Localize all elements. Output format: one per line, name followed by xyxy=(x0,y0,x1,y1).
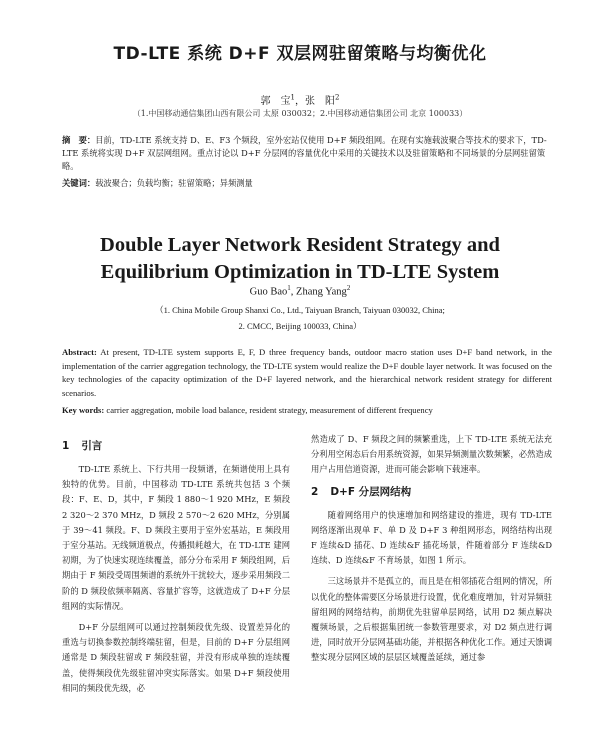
section-2-number: 2 xyxy=(311,485,319,498)
en-title-line-2: Equilibrium Optimization in TD-LTE System xyxy=(100,261,500,283)
english-authors xyxy=(0,284,600,298)
en-affil-line-2: 2. CMCC, Beijing 100033, China） xyxy=(238,321,362,331)
cn-keywords-text: 载波聚合；负载均衡；驻留策略；异频测量 xyxy=(95,178,253,188)
en-author-2-sup: 2 xyxy=(346,284,351,292)
section-1-title: 引言 xyxy=(81,440,103,452)
section-1-paragraph-1: TD-LTE 系统上、下行共用一段频谱，在频谱使用上具有独特的优势。目前，中国移动 TD-LTE 系统共包括 3 个频段：F、E、D，其中，F 频段 1 880～1 920 MHz，E 频段 2 320～2 370 MHz，D 频段 2 570～2 620 MHz，分别属于 39～41 频段。F、D 频段主要用于室外宏基站，E 频段用于室分基站。无线频道极点，传播损耗越大，在 TD-LTE 建网初期，为了快速实现连续覆盖，部分分布采用 F 频段组网，后期由于 F 频段受周围频谱的系统外干扰较大，逐步采用频段二阶的 D 频段依频率隔离、容量扩容等，这就造成了 D+F 分层组网的实际情况。 xyxy=(62,464,290,611)
section-1-heading xyxy=(62,438,290,454)
en-author-1-sup: 1 xyxy=(287,284,291,292)
section-2-paragraph-2: 三这场景并不是孤立的，而且是在相邻插花合组网的情况，所以优化的整体需要区分场景进行设置，优化难度增加，针对异频驻留组网的网络结构，前期优先驻留单层网络，试用 D2 频点解决覆频场景，之后根据集团统一参数管理要求，对 D2 频点进行调进，同时放开分层网基础功能，并根据各种优化工作。通过天馈调整实现分层网区域的层层区域覆盖延续，通过参 xyxy=(311,576,552,663)
en-keywords-text: carrier aggregation, mobile load balance, resident strategy, measurement of different frequency xyxy=(106,405,433,415)
cn-author-1-sup: 1 xyxy=(290,93,295,102)
section-2-heading xyxy=(311,484,552,500)
en-author-2: Zhang Yang xyxy=(296,286,347,298)
en-affil-line-1: （1. China Mobile Group Shanxi Co., Ltd., Taiyuan Branch, Taiyuan 030032, China; xyxy=(155,305,445,315)
body-column-right xyxy=(311,432,552,666)
english-affiliation xyxy=(0,302,600,334)
cn-author-separator: ， xyxy=(295,96,305,107)
en-author-1: Guo Bao xyxy=(249,286,288,298)
chinese-abstract xyxy=(62,134,552,173)
body-column-left xyxy=(62,432,290,696)
en-abstract-label: Abstract: xyxy=(62,347,97,357)
en-abstract-text: At present, TD-LTE system supports E, F, D three frequency bands, outdoor macro station uses D+F band network, in the implementation of the carrier aggregation technology, the TD-LTE system would realize the D+F double layer network. It was focused on the key technologies of the capacity optimization of the D+F layered network, and the hierarchical network resident strategy for different scenarios. xyxy=(62,347,552,398)
english-keywords xyxy=(62,404,552,417)
cn-keywords-label: 关键词： xyxy=(62,178,96,188)
section-2-title: D+F 分层网结构 xyxy=(330,485,412,498)
english-title xyxy=(0,232,600,286)
chinese-affiliation: （1.中国移动通信集团山西有限公司 太原 030032；2.中国移动通信集团公司 北京 100033） xyxy=(132,109,468,118)
chinese-title: TD-LTE 系统 D+F 双层网驻留策略与均衡优化 xyxy=(113,44,487,64)
en-author-separator: , xyxy=(290,286,297,298)
chinese-authors xyxy=(0,92,600,107)
cn-author-1: 郭 宝 xyxy=(260,96,291,107)
cn-abstract-text: 目前，TD-LTE 系统支持 D、E、F3 个频段，室外宏站仅使用 D+F 频段组网。在现有实施载波聚合等技术的要求下，TD-LTE 系统将实现 D+F 双层网组网。重点讨论以 D+F 分层网的容量优化中采用的关键技术以及驻留策略和不同场景的分层网驻留策略。 xyxy=(62,135,547,171)
section-1-number: 1 xyxy=(62,440,70,452)
cn-author-2-sup: 2 xyxy=(335,93,340,102)
section-1-paragraph-continued: 然造成了 D、F 频段之间的频繁重选，上下 TD-LTE 系统无法充分利用空闲态后台用系统资源，如果异频测量次数频繁，必然造成用户占用信道资源，进而可能会影响下载速率。 xyxy=(311,434,552,475)
section-2-paragraph-1: 随着网络用户的快速增加和网络建设的推进，现有 TD-LTE 网络逐渐出现单 F、单 D 及 D+F 3 种组网形态，网络结构出现 F 连续&D 插花、D 连续&F 插花场景，件随着部分 F 连续&D 连续、D 连续&F 不育场景，如图 1 所示。 xyxy=(311,509,552,566)
en-title-line-1: Double Layer Network Resident Strategy and xyxy=(100,234,500,256)
english-abstract xyxy=(62,346,552,400)
chinese-keywords xyxy=(62,177,552,190)
cn-abstract-label: 摘 要： xyxy=(62,135,96,145)
cn-author-2: 张 阳 xyxy=(305,96,335,107)
section-1-paragraph-2: D+F 分层组网可以通过控制频段优先级、设置差异化的重选与切换参数控制终端驻留，但是，目前的 D+F 分层组网通常是 D 频段驻留或 F 频段驻留，并没有形成单独的连续覆盖，使得频段优先级驻留冲突实际落实。如果 D+F 频段使用相同的频段优先级，必 xyxy=(62,622,290,693)
en-keywords-label: Key words: xyxy=(62,405,105,415)
